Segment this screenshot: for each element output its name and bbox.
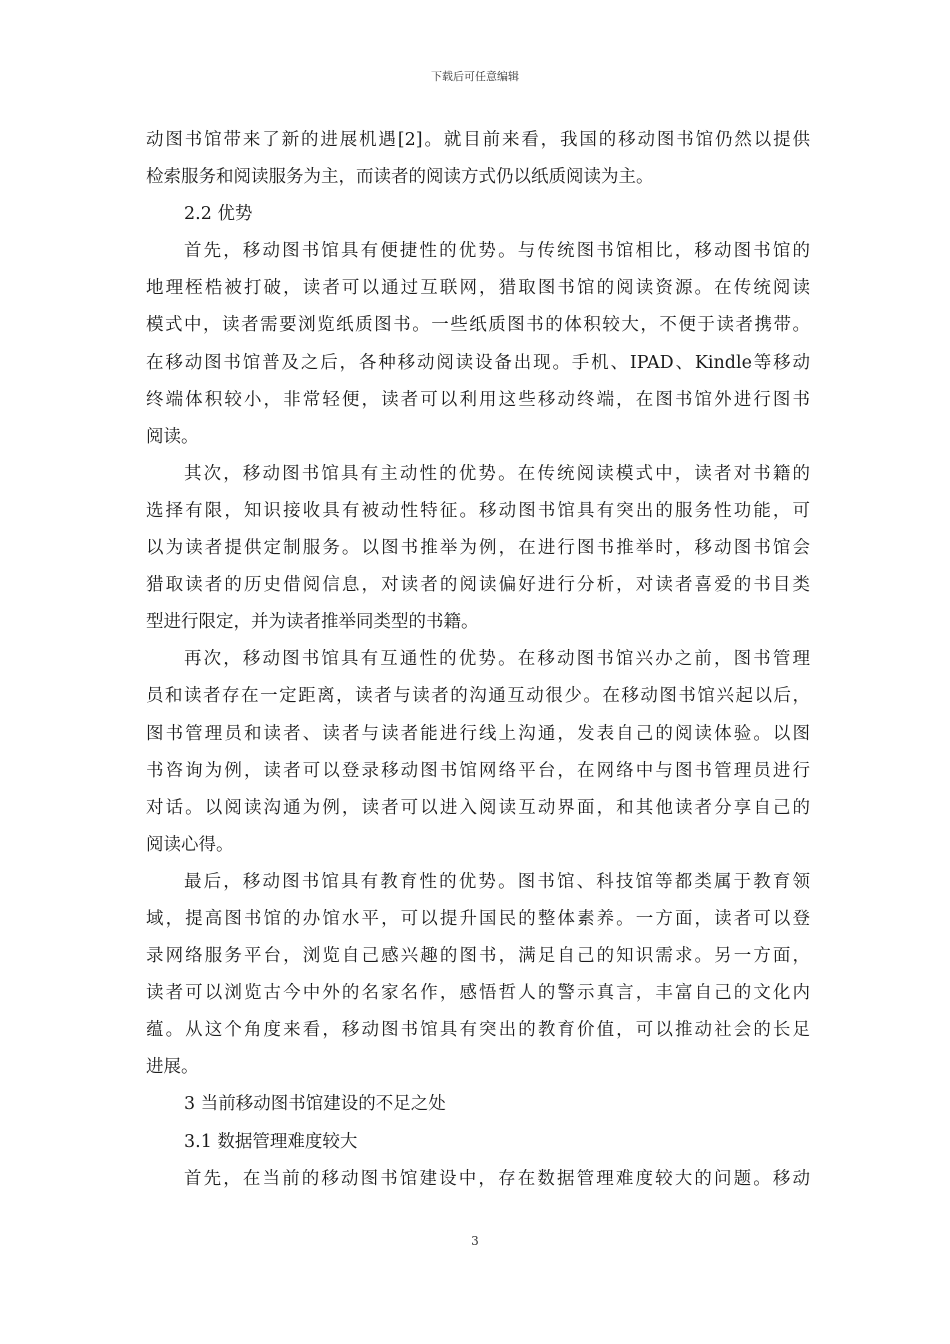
text-line: 首先，在当前的移动图书馆建设中，存在数据管理难度较大的问题。移动 (184, 1168, 810, 1189)
text-line: 在移动图书馆普及之后，各种移动阅读设备出现。手机、IPAD、Kindle等移动 (146, 352, 810, 373)
document-body (146, 122, 810, 1198)
text-line: 终端体积较小，非常轻便，读者可以利用这些移动终端，在图书馆外进行图书 (146, 389, 810, 410)
text-line: 域，提高图书馆的办馆水平，可以提升国民的整体素养。一方面，读者可以登 (146, 908, 810, 929)
text-line: 图书管理员和读者、读者与读者能进行线上沟通，发表自己的阅读体验。以图 (146, 723, 810, 744)
text-line: 模式中，读者需要浏览纸质图书。一些纸质图书的体积较大，不便于读者携带。 (146, 315, 810, 336)
text-line: 对话。以阅读沟通为例，读者可以进入阅读互动界面，和其他读者分享自己的 (146, 797, 810, 818)
text-line: 地理桎梏被打破，读者可以通过互联网，猎取图书馆的阅读资源。在传统阅读 (146, 278, 810, 299)
text-line: 蕴。从这个角度来看，移动图书馆具有突出的教育价值，可以推动社会的长足 (146, 1020, 810, 1041)
text-line: 2.2 优势 (184, 204, 253, 225)
text-line: 阅读心得。 (146, 834, 234, 855)
text-line: 最后，移动图书馆具有教育性的优势。图书馆、科技馆等都类属于教育领 (184, 871, 810, 892)
text-line: 型进行限定，并为读者推举同类型的书籍。 (146, 612, 479, 633)
text-line: 选择有限，知识接收具有被动性特征。移动图书馆具有突出的服务性功能，可 (146, 500, 810, 521)
text-line: 读者可以浏览古今中外的名家名作，感悟哲人的警示真言，丰富自己的文化内 (146, 983, 810, 1004)
text-line: 其次，移动图书馆具有主动性的优势。在传统阅读模式中，读者对书籍的 (184, 463, 810, 484)
text-line: 猎取读者的历史借阅信息，对读者的阅读偏好进行分析，对读者喜爱的书目类 (146, 575, 810, 596)
page-header: 下载后可任意编辑 (431, 70, 519, 83)
text-line: 再次，移动图书馆具有互通性的优势。在移动图书馆兴办之前，图书管理 (184, 649, 810, 670)
text-line: 阅读。 (146, 426, 199, 447)
text-line: 以为读者提供定制服务。以图书推举为例，在进行图书推举时，移动图书馆会 (146, 538, 810, 559)
text-line: 员和读者存在一定距离，读者与读者的沟通互动很少。在移动图书馆兴起以后， (146, 686, 810, 707)
text-line: 动图书馆带来了新的进展机遇[2]。就目前来看，我国的移动图书馆仍然以提供 (146, 130, 810, 150)
text-line: 3 当前移动图书馆建设的不足之处 (184, 1094, 446, 1115)
text-line: 书咨询为例，读者可以登录移动图书馆网络平台，在网络中与图书管理员进行 (146, 760, 810, 781)
text-line: 首先，移动图书馆具有便捷性的优势。与传统图书馆相比，移动图书馆的 (184, 241, 810, 262)
text-line: 进展。 (146, 1057, 199, 1078)
page-number: 3 (471, 1234, 479, 1248)
text-line: 检索服务和阅读服务为主，而读者的阅读方式仍以纸质阅读为主。 (146, 167, 654, 188)
text-line: 3.1 数据管理难度较大 (184, 1131, 358, 1152)
text-line: 录网络服务平台，浏览自己感兴趣的图书，满足自己的知识需求。另一方面， (146, 946, 810, 967)
